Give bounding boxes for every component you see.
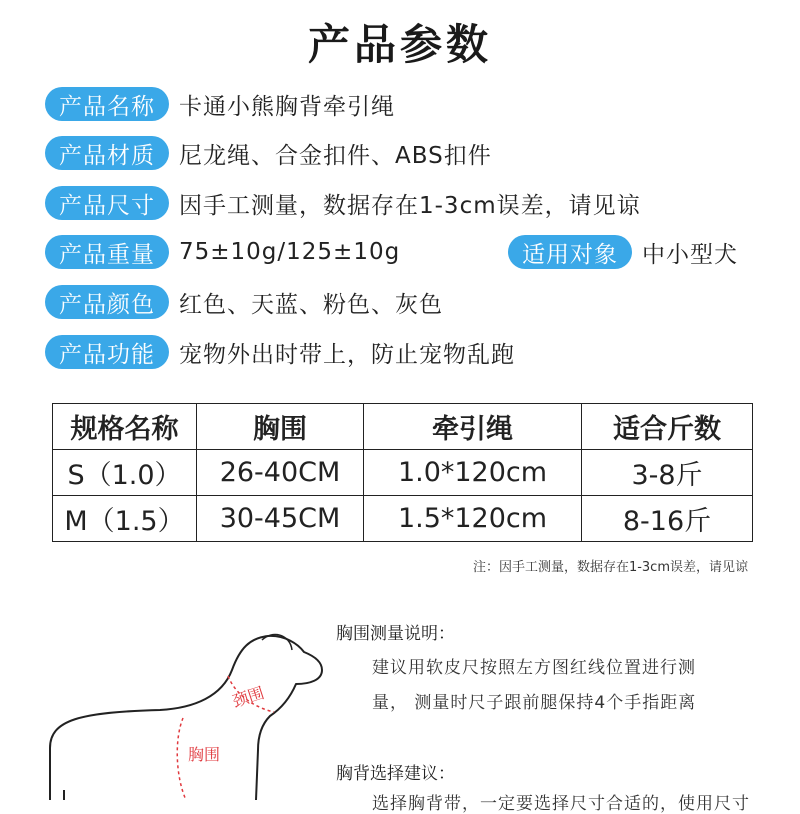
neck-label: 颈围 [230, 683, 267, 712]
param-row-material [45, 135, 492, 171]
param-label: 产品材质 [45, 136, 169, 170]
table-cell: M（1.5） [53, 496, 197, 542]
param-value: 尼龙绳、合金扣件、ABS扣件 [179, 142, 492, 169]
table-cell: 1.5*120cm [364, 496, 582, 542]
param-value: 宠物外出时带上，防止宠物乱跑 [179, 341, 515, 368]
param-row-function [45, 334, 515, 370]
chest-label: 胸围 [188, 745, 221, 764]
param-label: 产品重量 [45, 235, 169, 269]
table-header-cell: 牵引绳 [364, 404, 582, 450]
chest-measure-line [177, 718, 186, 800]
param-row-name [45, 86, 395, 122]
param-row-size [45, 185, 641, 221]
param-value: 卡通小熊胸背牵引绳 [179, 93, 395, 120]
spec-table [52, 403, 753, 542]
dog-outline [50, 636, 322, 800]
page-title: 产品参数 [307, 20, 492, 69]
param-label: 产品名称 [45, 87, 169, 121]
dog-diagram [0, 600, 330, 800]
param-label: 产品尺寸 [45, 186, 169, 220]
table-header-cell: 适合斤数 [582, 404, 753, 450]
table-header-cell: 规格名称 [53, 404, 197, 450]
table-row [53, 450, 753, 496]
measure-line: 量， 测量时尺子跟前腿保持4个手指距离 [372, 693, 697, 713]
param-label: 产品功能 [45, 335, 169, 369]
table-cell: 30-45CM [197, 496, 364, 542]
table-header-row [53, 404, 753, 450]
param-value: 因手工测量，数据存在1-3cm误差，请见谅 [179, 192, 641, 219]
table-header-cell: 胸围 [197, 404, 364, 450]
measure-title: 胸围测量说明： [336, 624, 455, 644]
param-value: 红色、天蓝、粉色、灰色 [179, 291, 443, 318]
advice-title: 胸背选择建议： [336, 764, 455, 784]
param-row-weight [45, 234, 400, 270]
param-value: 中小型犬 [642, 241, 738, 268]
param-row-target [508, 234, 738, 270]
table-cell: 8-16斤 [582, 496, 753, 542]
table-cell: 3-8斤 [582, 450, 753, 496]
param-label: 产品颜色 [45, 285, 169, 319]
param-row-color [45, 284, 443, 320]
table-row [53, 496, 753, 542]
param-label: 适用对象 [508, 235, 632, 269]
measure-line: 建议用软皮尺按照左方图红线位置进行测 [372, 658, 696, 678]
advice-line: 选择胸背带，一定要选择尺寸合适的，使用尺寸 [372, 794, 750, 814]
measurement-note: 注：因手工测量，数据存在1-3cm误差，请见谅 [472, 560, 748, 575]
param-value: 75±10g/125±10g [179, 239, 401, 265]
table-cell: S（1.0） [53, 450, 197, 496]
table-cell: 26-40CM [197, 450, 364, 496]
table-cell: 1.0*120cm [364, 450, 582, 496]
